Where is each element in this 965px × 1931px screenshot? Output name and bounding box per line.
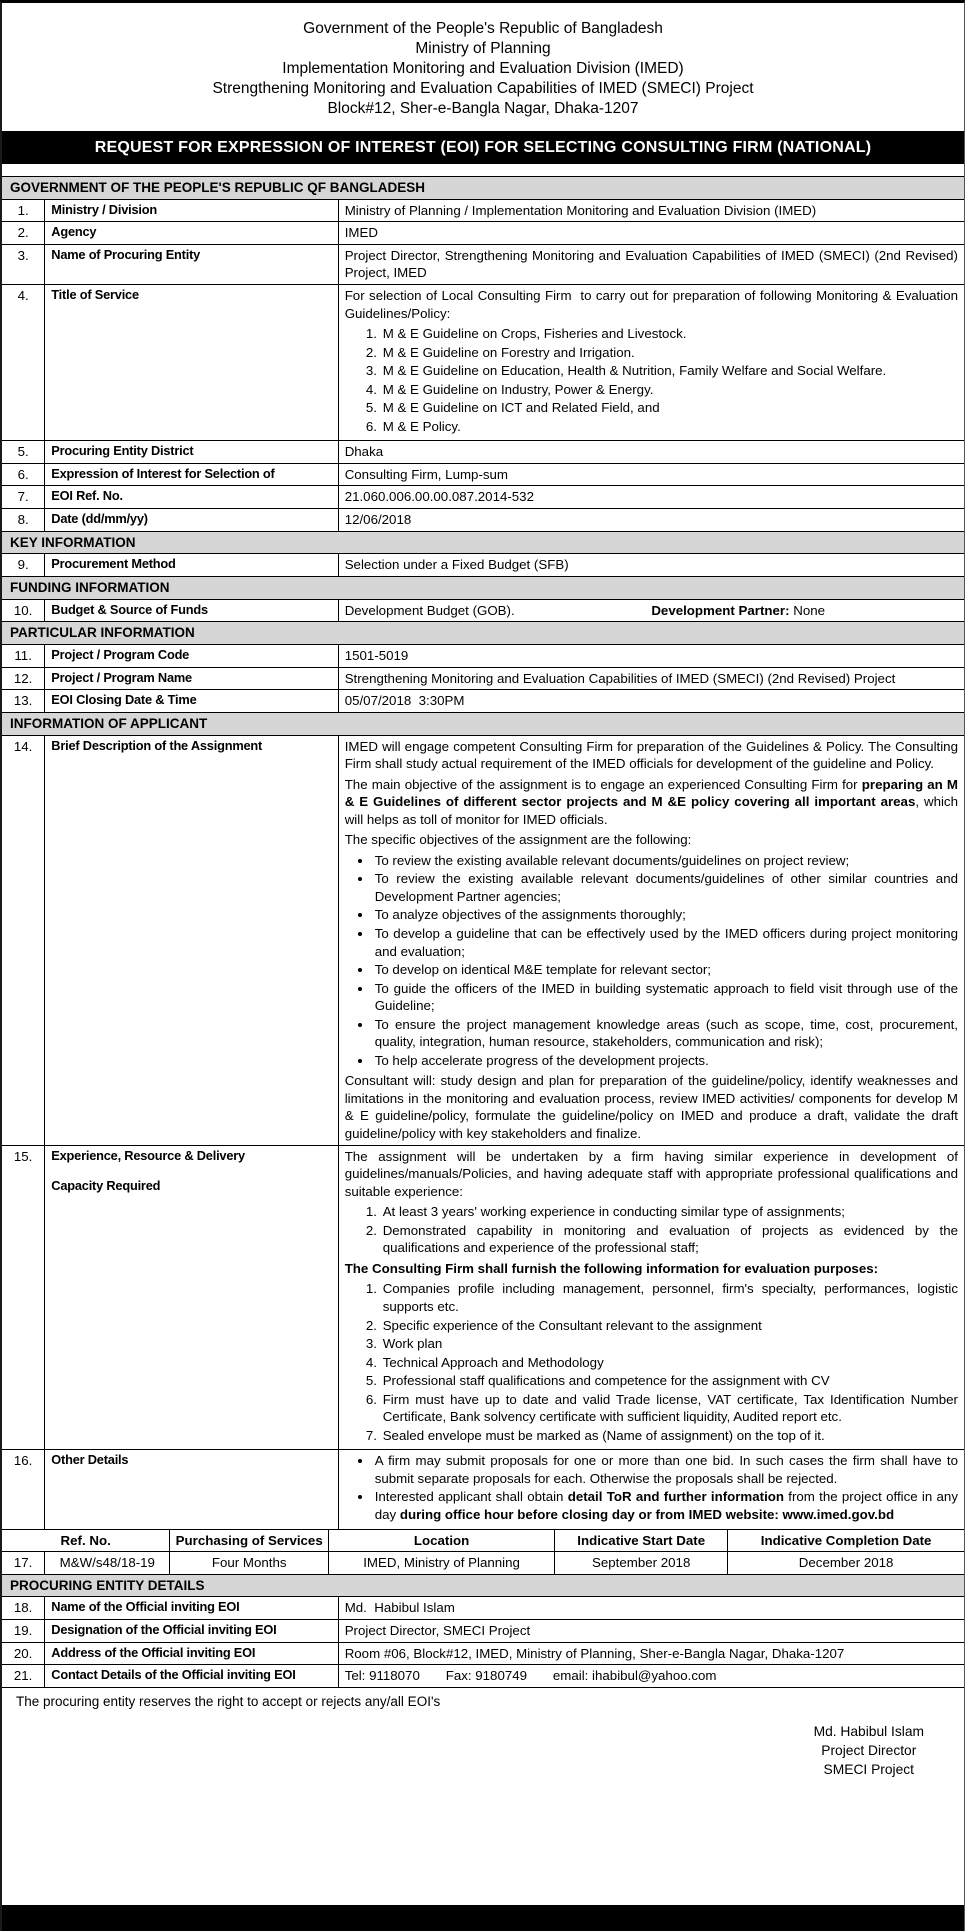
schedule-header-cell: Purchasing of Services	[170, 1530, 329, 1552]
table-row	[2, 690, 964, 713]
schedule-cell: IMED, Ministry of Planning	[329, 1552, 555, 1574]
schedule-cell: Four Months	[170, 1552, 329, 1574]
row-number: 19.	[2, 1620, 45, 1642]
row-label	[45, 200, 338, 222]
list-item: 1. At least 3 years' working experience in conducting similar type of assignments;	[381, 1203, 958, 1221]
list-item: • A firm may submit proposals for one or more than one bid. In such cases the firm shall have to submit separate proposals for each. Otherwise the proposals shall be rejected.	[373, 1452, 958, 1487]
row-number: 5.	[2, 441, 45, 463]
eoi-title-banner: REQUEST FOR EXPRESSION OF INTEREST (EOI) FOR SELECTING CONSULTING FIRM (NATIONAL)	[2, 131, 964, 164]
row-label	[45, 441, 338, 463]
signature-line: Project Director	[821, 1742, 917, 1758]
document-footer	[2, 1688, 964, 1789]
row-number: 17.	[2, 1552, 45, 1574]
row-value	[339, 554, 964, 576]
row-number: 15.	[2, 1146, 45, 1450]
row-number: 3.	[2, 245, 45, 284]
row-number: 11.	[2, 645, 45, 667]
label-line: Expression of Interest for Selection of	[51, 465, 275, 481]
row-value	[339, 600, 964, 622]
row-number: 18.	[2, 1597, 45, 1619]
paragraph: IMED will engage competent Consulting Firm for preparation of the Guidelines & Policy. The Consulting Firm shall study actual requirement of the IMED officials for development of the guideline and Policy.	[344, 738, 962, 772]
table-row	[2, 441, 964, 464]
row-value	[339, 245, 964, 284]
row-label	[45, 285, 338, 440]
list-item: 6. Firm must have up to date and valid Trade license, VAT certificate, Tax Identification Number Certificate, Bank solvency certificate with sufficient liquidity, Audited report etc.	[381, 1391, 958, 1426]
section-header: PROCURING ENTITY DETAILS	[2, 1575, 964, 1598]
row-value	[339, 1450, 964, 1528]
label-line: Agency	[51, 224, 97, 240]
paragraph: IMED	[344, 225, 378, 241]
paragraph: Project Director, Strengthening Monitoring and Evaluation Capabilities of IMED (SMECI) (2nd Revised) Project, IMED	[344, 247, 962, 281]
row-value	[339, 668, 964, 690]
label-line: Procurement Method	[51, 556, 176, 572]
table-row	[2, 509, 964, 532]
list-item: • To review the existing available relevant documents/guidelines on project review;	[373, 852, 958, 870]
table-row	[2, 1643, 964, 1666]
list-item: • To help accelerate progress of the development projects.	[373, 1052, 958, 1070]
label-line: Procuring Entity District	[51, 443, 194, 459]
row-label	[45, 1643, 338, 1665]
numbered-list	[345, 1203, 958, 1257]
paragraph: The specific objectives of the assignment are the following:	[344, 832, 692, 848]
header-line: Ministry of Planning	[415, 40, 551, 57]
row-label	[45, 222, 338, 244]
table-row	[2, 222, 964, 245]
row-value	[339, 1620, 964, 1642]
row-label	[45, 1146, 338, 1450]
list-item: 2. Demonstrated capability in monitoring and evaluation of projects as evidenced by the qualifications and experience of the professional staff;	[381, 1222, 958, 1257]
row-value	[339, 1665, 964, 1687]
table-row	[2, 600, 964, 623]
list-item: • To develop a guideline that can be effectively used by the IMED officers during project monitoring and evaluation;	[373, 925, 958, 960]
row-value	[339, 736, 964, 1145]
row-number: 14.	[2, 736, 45, 1145]
table-row	[2, 200, 964, 223]
label-line: EOI Closing Date & Time	[51, 692, 197, 708]
eoi-table	[2, 176, 964, 1688]
list-item: • To review the existing available relevant documents/guidelines of other similar countries and Development Partner agencies;	[373, 870, 958, 905]
section-header: INFORMATION OF APPLICANT	[2, 713, 964, 736]
row-value	[339, 486, 964, 508]
label-line: Address of the Official inviting EOI	[51, 1644, 256, 1660]
header-line: Implementation Monitoring and Evaluation Division (IMED)	[282, 60, 684, 77]
row-value	[339, 222, 964, 244]
paragraph: 12/06/2018	[344, 512, 412, 528]
paragraph: Room #06, Block#12, IMED, Ministry of Planning, Sher-e-Bangla Nagar, Dhaka-1207	[344, 1645, 845, 1661]
table-row	[2, 285, 964, 441]
row-label	[45, 1620, 338, 1642]
schedule-header-cell: Location	[329, 1530, 555, 1552]
list-item: • To develop on identical M&E template for relevant sector;	[373, 961, 958, 979]
list-item: 2. Specific experience of the Consultant relevant to the assignment	[381, 1317, 958, 1335]
table-row	[2, 464, 964, 487]
list-item: • To guide the officers of the IMED in building systematic approach to field visit through use of the Guideline;	[373, 980, 958, 1015]
table-row	[2, 645, 964, 668]
section-header: PARTICULAR INFORMATION	[2, 622, 964, 645]
row-label	[45, 668, 338, 690]
row-value	[339, 645, 964, 667]
label-line: EOI Ref. No.	[51, 488, 123, 504]
paragraph: 1501-5019	[344, 648, 409, 664]
label-line: Project / Program Code	[51, 647, 190, 663]
numbered-list	[345, 325, 958, 435]
row-label	[45, 486, 338, 508]
list-item: 6. M & E Policy.	[381, 418, 958, 436]
table-row	[2, 736, 964, 1146]
row-value	[339, 1597, 964, 1619]
row-number: 7.	[2, 486, 45, 508]
label-line: Name of Procuring Entity	[51, 246, 201, 262]
split-left-text: Development Budget (GOB).	[344, 602, 515, 618]
header-line: Strengthening Monitoring and Evaluation Capabilities of IMED (SMECI) Project	[212, 80, 754, 97]
paragraph: The main objective of the assignment is to engage an experienced Consulting Firm for preparing an M & E Guidelines of different sector projects and M &E policy covering all important areas, which will helps as toll of monitor for IMED officials.	[344, 776, 962, 827]
section-header: GOVERNMENT OF THE PEOPLE'S REPUBLIC QF BANGLADESH	[2, 177, 964, 200]
paragraph: 21.060.006.00.00.087.2014-532	[344, 489, 534, 505]
row-number: 13.	[2, 690, 45, 712]
table-row	[2, 1665, 964, 1688]
paragraph: Md. Habibul Islam	[344, 1600, 455, 1616]
row-value	[339, 200, 964, 222]
row-number: 8.	[2, 509, 45, 531]
table-row	[2, 245, 964, 285]
list-item: 3. Work plan	[381, 1335, 958, 1353]
list-item: 1. Companies profile including management, personnel, firm's specialty, performances, logistic supports etc.	[381, 1280, 958, 1315]
schedule-cell: M&W/s48/18-19	[45, 1552, 170, 1574]
paragraph: Tel: 9118070 Fax: 9180749 email: ihabibul@yahoo.com	[344, 1668, 717, 1684]
scan-bottom-bar	[2, 1905, 964, 1931]
row-value	[339, 690, 964, 712]
header-line: Block#12, Sher-e-Bangla Nagar, Dhaka-1207	[327, 100, 639, 117]
paragraph: Ministry of Planning / Implementation Monitoring and Evaluation Division (IMED)	[344, 202, 817, 218]
list-item: 4. M & E Guideline on Industry, Power & Energy.	[381, 381, 958, 399]
table-row	[2, 1620, 964, 1643]
row-number: 10.	[2, 600, 45, 622]
split-right-text: Development Partner: None	[651, 602, 825, 618]
list-item: • To analyze objectives of the assignments thoroughly;	[373, 906, 958, 924]
list-item: 5. M & E Guideline on ICT and Related Field, and	[381, 399, 958, 417]
row-label	[45, 554, 338, 576]
row-label	[45, 1665, 338, 1687]
label-line: Experience, Resource & Delivery	[51, 1147, 245, 1163]
bullet-list	[345, 1452, 958, 1523]
row-label	[45, 645, 338, 667]
section-header: KEY INFORMATION	[2, 532, 964, 555]
row-label	[45, 600, 338, 622]
row-value	[339, 285, 964, 440]
list-item: 5. Professional staff qualifications and competence for the assignment with CV	[381, 1372, 958, 1390]
paragraph: The Consulting Firm shall furnish the following information for evaluation purposes:	[344, 1260, 879, 1276]
schedule-header-row	[2, 1530, 964, 1553]
label-line: Capacity Required	[51, 1178, 161, 1194]
schedule-data-row	[2, 1552, 964, 1575]
paragraph: Project Director, SMECI Project	[344, 1622, 531, 1638]
row-label	[45, 736, 338, 1145]
row-number: 12.	[2, 668, 45, 690]
row-value	[339, 441, 964, 463]
numbered-list	[345, 1280, 958, 1444]
label-line: Other Details	[51, 1452, 129, 1468]
row-number: 21.	[2, 1665, 45, 1687]
list-item: 4. Technical Approach and Methodology	[381, 1354, 958, 1372]
table-row	[2, 1450, 964, 1529]
label-line: Contact Details of the Official inviting EOI	[51, 1667, 296, 1683]
list-item: 2. M & E Guideline on Forestry and Irrigation.	[381, 344, 958, 362]
table-row	[2, 486, 964, 509]
table-row	[2, 1146, 964, 1451]
row-number: 16.	[2, 1450, 45, 1528]
row-label	[45, 509, 338, 531]
list-item: • Interested applicant shall obtain detail ToR and further information from the project office in any day during office hour before closing day or from IMED website: www.imed.gov.bd	[373, 1488, 958, 1523]
row-number: 2.	[2, 222, 45, 244]
bullet-list	[345, 852, 958, 1070]
schedule-header-cell: Indicative Start Date	[555, 1530, 728, 1552]
label-line: Name of the Official inviting EOI	[51, 1599, 240, 1615]
paragraph: Consultant will: study design and plan for preparation of the guideline/policy, identify weaknesses and limitations in the monitoring and evaluation process, review IMED activities/ components for develop M & E guideline/policy, formulate the guideline/policy on IMED and produce a draft, validate the draft guideline/policy with key stakeholders and finalize.	[344, 1073, 962, 1142]
label-line: Designation of the Official inviting EOI	[51, 1621, 277, 1637]
paragraph: 05/07/2018 3:30PM	[344, 693, 465, 709]
signature-block	[814, 1722, 924, 1779]
split-line	[345, 602, 958, 620]
row-label	[45, 464, 338, 486]
table-row	[2, 668, 964, 691]
signature-line: Md. Habibul Islam	[813, 1723, 924, 1739]
schedule-header-cell: Ref. No.	[2, 1530, 170, 1552]
row-label	[45, 690, 338, 712]
paragraph: Dhaka	[344, 444, 384, 460]
row-value	[339, 1643, 964, 1665]
list-item: 7. Sealed envelope must be marked as (Name of assignment) on the top of it.	[381, 1427, 958, 1445]
table-row	[2, 1597, 964, 1620]
footer-note: The procuring entity reserves the right to accept or rejects any/all EOI's	[16, 1693, 441, 1709]
paragraph: Strengthening Monitoring and Evaluation Capabilities of IMED (SMECI) (2nd Revised) Project	[344, 670, 896, 686]
paragraph: Consulting Firm, Lump-sum	[344, 466, 508, 482]
label-line: Project / Program Name	[51, 669, 192, 685]
schedule-cell: December 2018	[798, 1555, 894, 1571]
row-number: 1.	[2, 200, 45, 222]
row-label	[45, 1597, 338, 1619]
list-item: 3. M & E Guideline on Education, Health & Nutrition, Family Welfare and Social Welfare.	[381, 362, 958, 380]
label-line: Date (dd/mm/yy)	[51, 511, 148, 527]
label-line: Brief Description of the Assignment	[51, 737, 263, 753]
schedule-cell: September 2018	[555, 1552, 728, 1574]
row-value	[339, 464, 964, 486]
label-line: Ministry / Division	[51, 201, 157, 217]
paragraph: For selection of Local Consulting Firm to carry out for preparation of following Monitoring & Evaluation Guidelines/Policy:	[344, 288, 962, 321]
header-line: Government of the People's Republic of Bangladesh	[303, 20, 663, 37]
row-label	[45, 1450, 338, 1528]
schedule-header-cell: Indicative Completion Date	[760, 1532, 932, 1548]
row-label	[45, 245, 338, 284]
row-value	[339, 509, 964, 531]
row-number: 6.	[2, 464, 45, 486]
label-line: Title of Service	[51, 287, 139, 302]
signature-line: SMECI Project	[823, 1761, 915, 1777]
paragraph: Selection under a Fixed Budget (SFB)	[344, 557, 569, 573]
document-header	[2, 3, 964, 123]
list-item: • To ensure the project management knowledge areas (such as scope, time, cost, procurement, quality, integration, human resource, stakeholders, communication and risk);	[373, 1016, 958, 1051]
list-item: 1. M & E Guideline on Crops, Fisheries and Livestock.	[381, 325, 958, 343]
row-value	[339, 1146, 964, 1450]
label-line: Budget & Source of Funds	[51, 601, 208, 617]
table-row	[2, 554, 964, 577]
row-number: 4.	[2, 285, 45, 440]
section-header: FUNDING INFORMATION	[2, 577, 964, 600]
paragraph: The assignment will be undertaken by a firm having similar experience in development of guidelines/manuals/Policies, and having adequate staff with appropriate professional qualifications and suitable experience:	[344, 1148, 962, 1199]
row-number: 20.	[2, 1643, 45, 1665]
row-number: 9.	[2, 554, 45, 576]
